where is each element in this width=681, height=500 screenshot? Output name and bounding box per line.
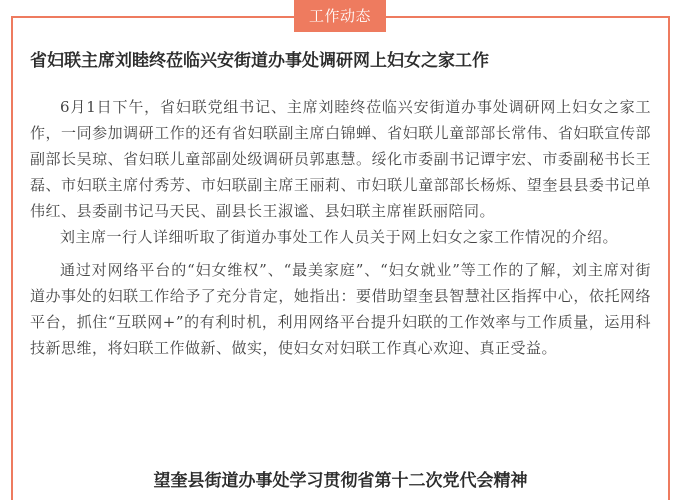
article-paragraph: 通过对网络平台的“妇女维权”、“最美家庭”、“妇女就业”等工作的了解，刘主席对街道办事处的妇联工作给予了充分肯定，她指出：要借助望奎县智慧社区指挥中心，依托网络平台，抓住“互联网+”的有利时机，利用网络平台提升妇联的工作效率与工作质量，运用科技新思维，将妇联工作做新、做实，使妇女对妇联工作真心欢迎、真正受益。 — [30, 261, 651, 357]
article-title: 省妇联主席刘睦终莅临兴安街道办事处调研网上妇女之家工作 — [30, 51, 489, 71]
article-body — [30, 94, 651, 361]
section-tag: 工作动态 — [294, 0, 386, 32]
next-article-title: 望奎县街道办事处学习贯彻省第十二次党代会精神 — [153, 471, 528, 491]
article-paragraph: 6月1日下午，省妇联党组书记、主席刘睦终莅临兴安街道办事处调研网上妇女之家工作，一同参加调研工作的还有省妇联副主席白锦蝉、省妇联儿童部部长常伟、省妇联宣传部副部长吴琼、省妇联儿童部副处级调研员郭惠慧。绥化市委副书记谭宇宏、市委副秘书长王磊、市妇联主席付秀芳、市妇联副主席王丽莉、市妇联儿童部部长杨烁、望奎县县委书记单伟红、县委副书记马天民、副县长王淑谧、县妇联主席崔跃丽陪同。 — [30, 98, 651, 220]
article-paragraph: 刘主席一行人详细听取了街道办事处工作人员关于网上妇女之家工作情况的介绍。 — [60, 228, 619, 246]
